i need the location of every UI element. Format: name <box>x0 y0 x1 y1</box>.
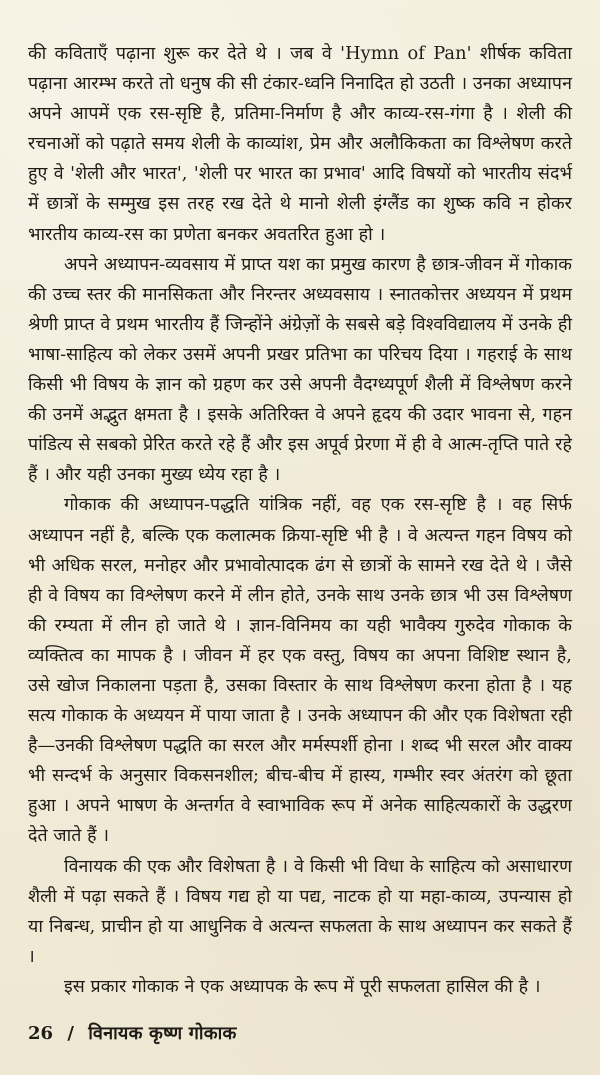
footer-separator: / <box>67 1023 74 1044</box>
body-paragraph-3: गोकाक की अध्यापन-पद्धति यांत्रिक नहीं, वह एक रस-सृष्टि है । वह सिर्फ अध्यापन नहीं है, बल्कि एक कलात्मक क्रिया-सृष्टि भी है । वे अत्यन्त गहन विषय को भी अधिक सरल, मनोहर और प्रभावोत्पादक ढंग से छात्रों के सामने रख देते थे । जैसे ही वे विषय का विश्लेषण करने में लीन होते, उनके साथ उनके छात्र भी उस विश्लेषण की रम्यता में लीन हो जाते थे । ज्ञान-विनिमय का यही भावैक्य गुरुदेव गोकाक के व्यक्तित्व का मापक है । जीवन में हर एक वस्तु, विषय का अपना विशिष्ट स्थान है, उसे खोज निकालना पड़ता है, उसका विस्तार के साथ विश्लेषण करना होता है । यह सत्य गोकाक के अध्ययन में पाया जाता है । उनके अध्यापन की और एक विशेषता रही है—उनकी विश्लेषण पद्धति का सरल और मर्मस्पर्शी होना । शब्द भी सरल और वाक्य भी सन्दर्भ के अनुसार विकसनशील; बीच-बीच में हास्य, गम्भीर स्वर अंतरंग को छूता हुआ । अपने भाषण के अन्तर्गत वे स्वाभाविक रूप में अनेक साहित्यकारों के उद्धरण देते जाते हैं । <box>28 494 572 847</box>
page-number: 26 <box>28 1023 54 1044</box>
body-paragraph-1: की कविताएँ पढ़ाना शुरू कर देते थे । जब वे 'Hymn of Pan' शीर्षक कविता पढ़ाना आरम्भ करते तो धनुष की सी टंकार-ध्वनि निनादित हो उठती । उनका अध्यापन अपने आपमें एक रस-सृष्टि है, प्रतिमा-निर्माण है और काव्य-रस-गंगा है । शेली की रचनाओं को पढ़ाते समय शेली के काव्यांश, प्रेम और अलौकिकता का विश्लेषण करते हुए वे 'शेली और भारत', 'शेली पर भारत का प्रभाव' आदि विषयों को भारतीय संदर्भ में छात्रों के सम्मुख इस तरह रख देते थे मानो शेली इंग्लैंड का शुष्क कवि न होकर भारतीय काव्य-रस का प्रणेता बनकर अवतरित हुआ हो । <box>28 43 572 245</box>
page-body <box>28 39 572 1002</box>
body-paragraph-2: अपने अध्यापन-व्यवसाय में प्राप्त यश का प्रमुख कारण है छात्र-जीवन में गोकाक की उच्च स्तर की मानसिकता और निरन्तर अध्यवसाय । स्नातकोत्तर अध्ययन में प्रथम श्रेणी प्राप्त वे प्रथम भारतीय हैं जिन्होंने अंग्रेज़ों के सबसे बड़े विश्वविद्यालय में उनके ही भाषा-साहित्य को लेकर उसमें अपनी प्रखर प्रतिभा का परिचय दिया । गहराई के साथ किसी भी विषय के ज्ञान को ग्रहण कर उसे अपनी वैदग्ध्यपूर्ण शैली में विश्लेषण करने की उनमें अद्भुत क्षमता है । इसके अतिरिक्त वे अपने हृदय की उदार भावना से, गहन पांडित्य से सबको प्रेरित करते रहे हैं और इस अपूर्व प्रेरणा में ही वे आत्म-तृप्ति पाते रहे हैं । और यही उनका मुख्य ध्येय रहा है । <box>28 253 572 486</box>
page-footer <box>28 1022 236 1046</box>
body-paragraph-4: विनायक की एक और विशेषता है । वे किसी भी विधा के साहित्य को असाधारण शैली में पढ़ा सकते हैं । विषय गद्य हो या पद्य, नाटक हो या महा-काव्य, उपन्यास हो या निबन्ध, प्राचीन हो या आधुनिक वे अत्यन्त सफलता के साथ अध्यापन कर सकते हैं । <box>28 855 572 967</box>
body-paragraph-5: इस प्रकार गोकाक ने एक अध्यापक के रूप में पूरी सफलता हासिल की है । <box>64 975 541 997</box>
book-title: विनायक कृष्ण गोकाक <box>88 1023 237 1044</box>
